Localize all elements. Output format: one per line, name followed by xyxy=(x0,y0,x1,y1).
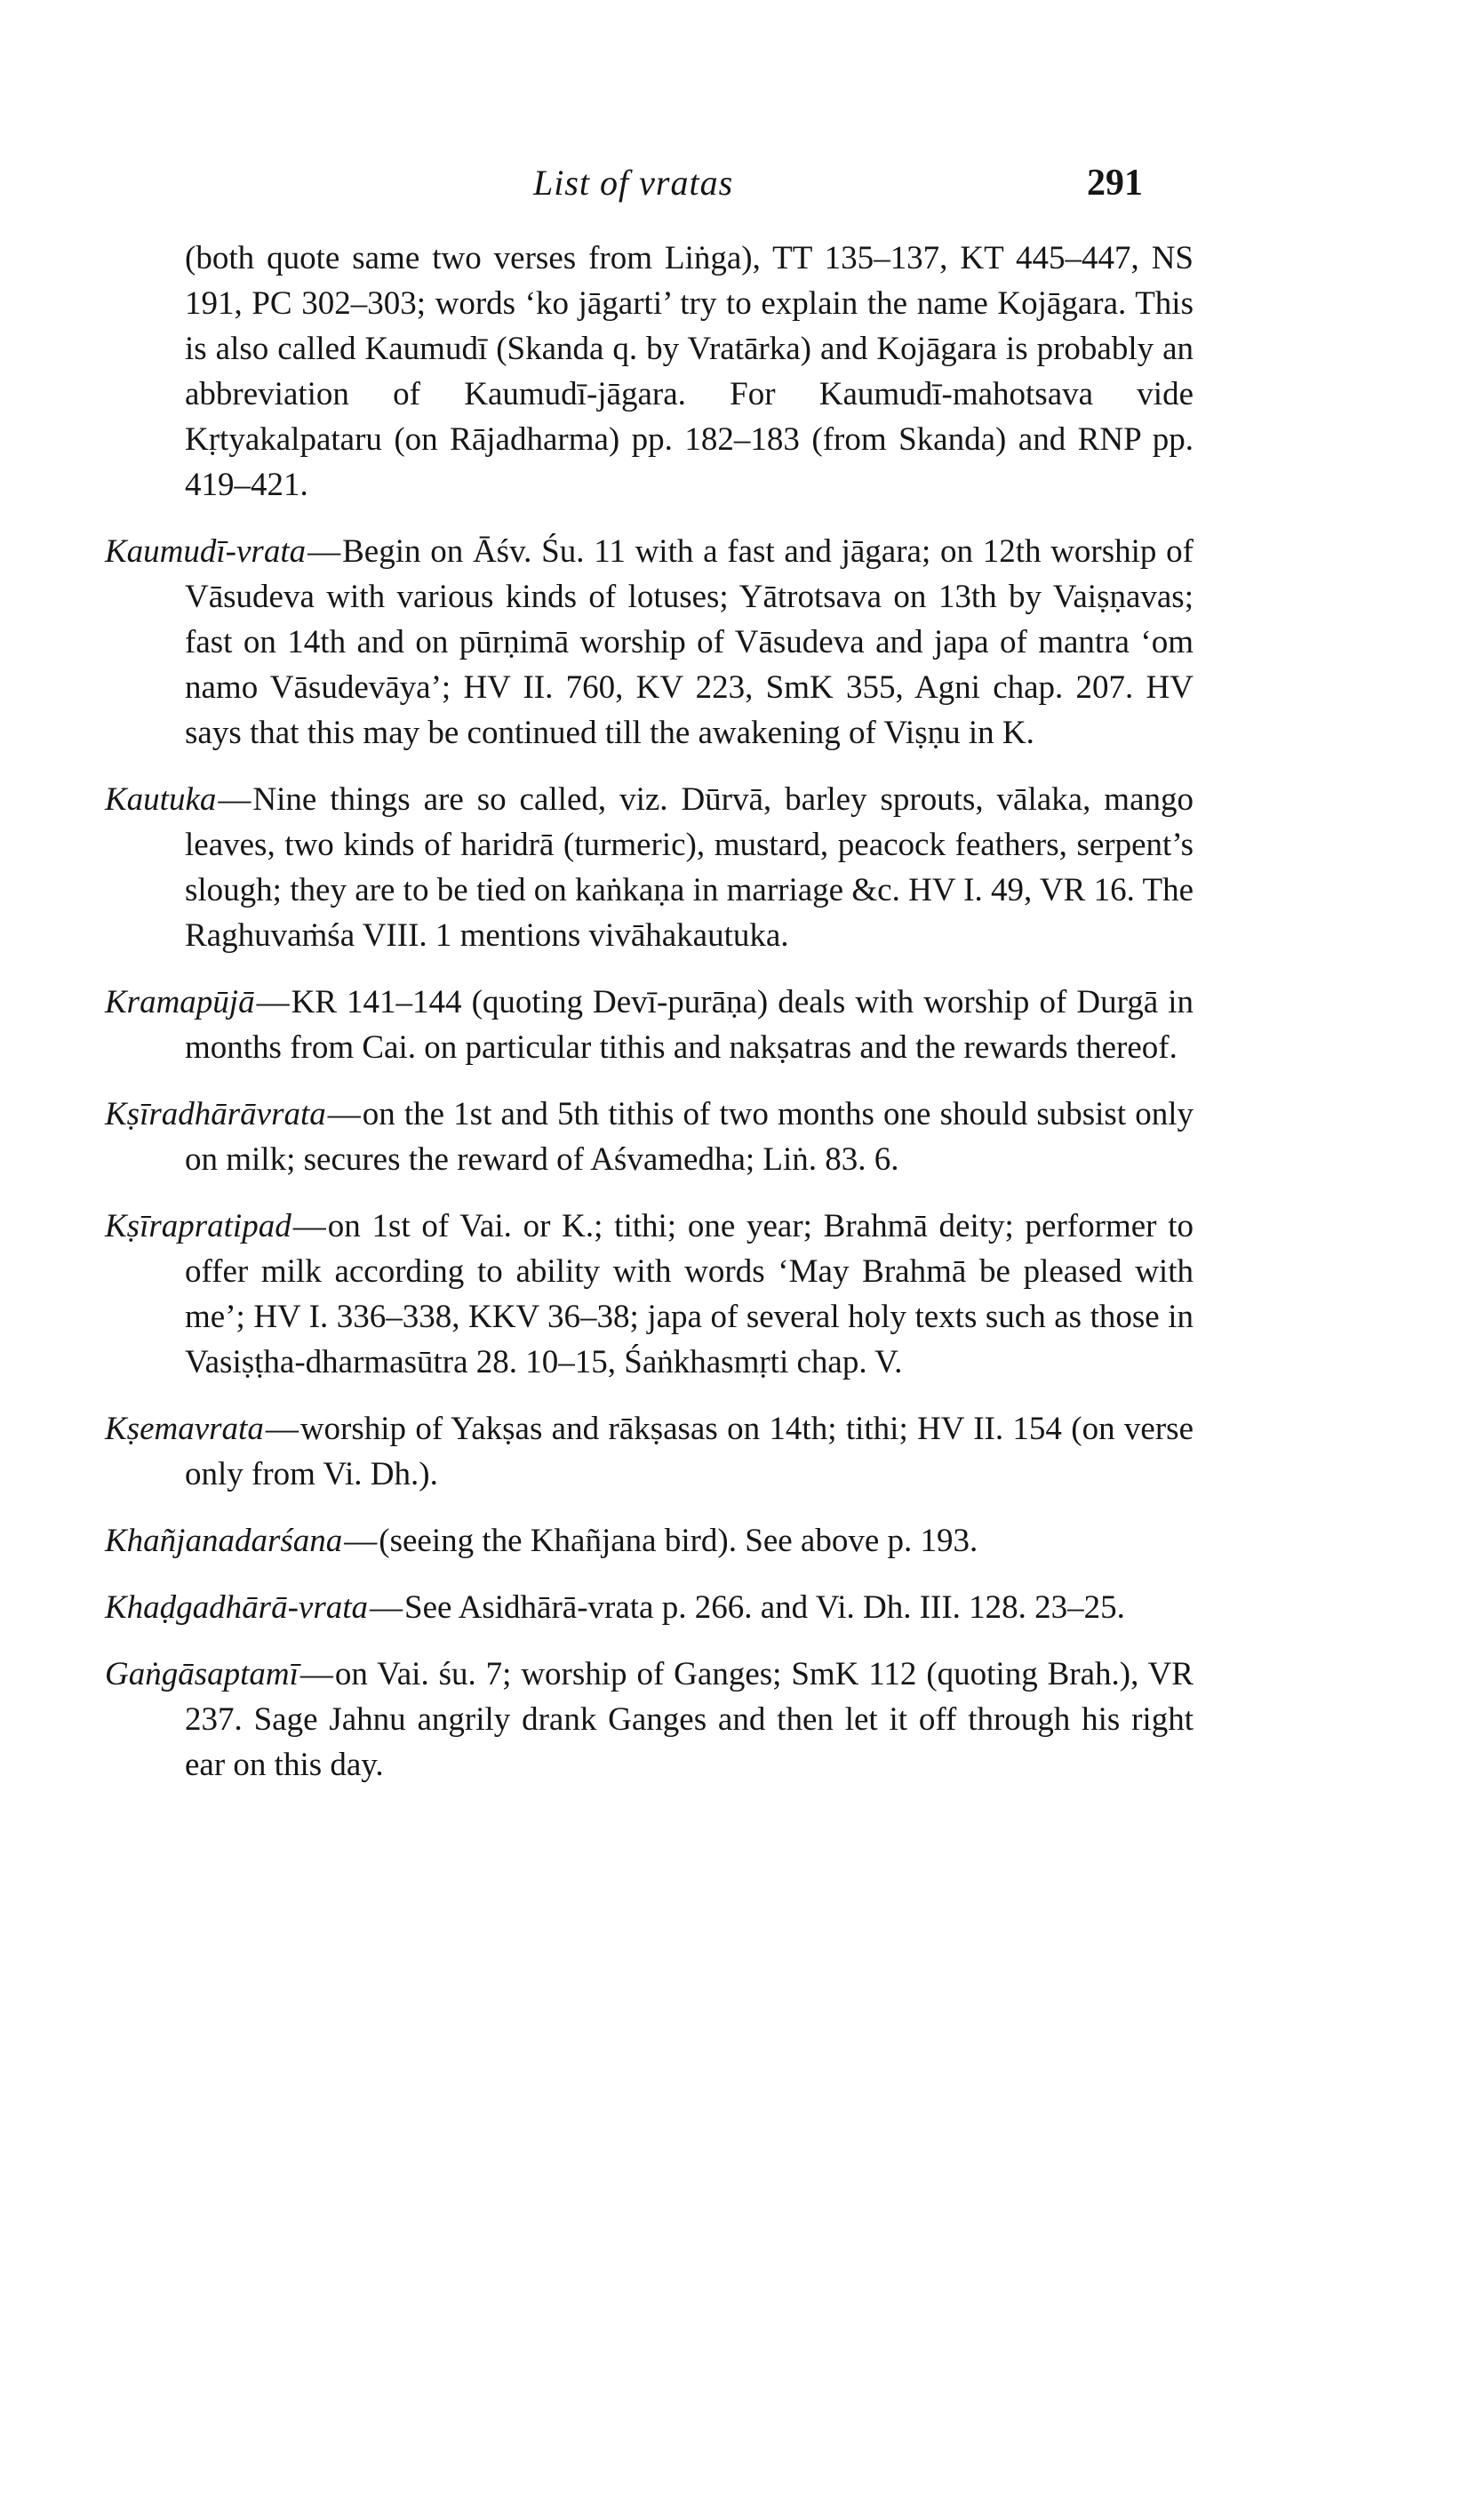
body-text xyxy=(105,236,1194,1809)
entry-gangasaptami xyxy=(105,1652,1194,1788)
em-dash: — xyxy=(256,984,290,1020)
entry-headword: Kaumudī-vrata xyxy=(105,533,307,570)
page-header xyxy=(0,151,1469,213)
entry-headword: Kṣīradhārāvrata xyxy=(105,1096,326,1132)
entry-headword: Kṣemavrata xyxy=(105,1411,264,1447)
em-dash: — xyxy=(307,533,341,570)
em-dash: — xyxy=(344,1523,378,1559)
entry-headword: Kramapūjā xyxy=(105,984,255,1020)
entry-headword: Kṣīrapratipad xyxy=(105,1208,291,1244)
entry-text: on the 1st and 5th tithis of two months one should subsist only on milk; secures the reward of Aśvamedha; Liṅ. 83. 6. xyxy=(185,1096,1194,1178)
em-dash: — xyxy=(265,1411,299,1447)
entry-text: on Vai. śu. 7; worship of Ganges; SmK 112 (quoting Brah.), VR 237. Sage Jahnu angrily drank Ganges and then let it off through his right ear on this day. xyxy=(185,1656,1194,1783)
entry-khanjanadarsana xyxy=(105,1518,1194,1564)
entry-headword: Kautuka xyxy=(105,781,217,818)
entry-text: Begin on Āśv. Śu. 11 with a fast and jāgara; on 12th worship of Vāsudeva with various kinds of lotuses; Yātrotsava on 13th by Vaiṣṇavas; fast on 14th and on pūrṇimā worship of Vāsudeva and japa of mantra ‘om namo Vāsudevāya’; HV II. 760, KV 223, SmK 355, Agni chap. 207. HV says that this may be continued till the awakening of Viṣṇu in K. xyxy=(185,533,1194,751)
page-number: 291 xyxy=(1087,163,1143,204)
em-dash: — xyxy=(370,1589,403,1626)
em-dash: — xyxy=(292,1208,326,1244)
entry-text: (both quote same two verses from Liṅga), TT 135–137, KT 445–447, NS 191, PC 302–303; words ‘ko jāgarti’ try to explain the name Kojāgara. This is also called Kaumudī (Skanda q. by Vratārka) and Kojāgara is probably an abbreviation of Kaumudī-jāgara. For Kaumudī-mahotsava vide Kṛtyakalpataru (on Rājadharma) pp. 182–183 (from Skanda) and RNP pp. 419–421. xyxy=(185,240,1194,503)
entry-text: See Asidhārā-vrata p. 266. and Vi. Dh. III. 128. 23–25. xyxy=(404,1589,1125,1626)
em-dash: — xyxy=(327,1096,361,1132)
entry-text: Nine things are so called, viz. Dūrvā, barley sprouts, vālaka, mango leaves, two kinds of haridrā (turmeric), mustard, peacock feathers, serpent’s slough; they are to be tied on kaṅkaṇa in marriage &c. HV I. 49, VR 16. The Raghuvaṁśa VIII. 1 mentions vivāhakautuka. xyxy=(185,781,1194,954)
entry-text: worship of Yakṣas and rākṣasas on 14th; tithi; HV II. 154 (on verse only from Vi. Dh.). xyxy=(185,1411,1194,1492)
entry-headword: Khaḍgadhārā-vrata xyxy=(105,1589,368,1626)
entry-ksiradharavrata xyxy=(105,1092,1194,1182)
entry-headword: Gaṅgāsaptamī xyxy=(105,1656,299,1692)
entry-text: on 1st of Vai. or K.; tithi; one year; Brahmā deity; performer to offer milk according to ability with words ‘May Brahmā be pleased with me’; HV I. 336–338, KKV 36–38; japa of several holy texts such as those in Vasiṣṭha-dharmasūtra 28. 10–15, Śaṅkhasmṛti chap. V. xyxy=(185,1208,1194,1380)
entry-kaumudi-vrata xyxy=(105,529,1194,756)
entry-ksemavrata xyxy=(105,1406,1194,1497)
entry-text: KR 141–144 (quoting Devī-purāṇa) deals with worship of Durgā in months from Cai. on particular tithis and nakṣatras and the rewards thereof. xyxy=(185,984,1194,1066)
em-dash: — xyxy=(299,1656,333,1692)
entry-headword: Khañjanadarśana xyxy=(105,1523,343,1559)
em-dash: — xyxy=(218,781,251,818)
running-title: List of vratas xyxy=(533,163,734,203)
entry-ksirapratipad xyxy=(105,1204,1194,1385)
entry-continuation xyxy=(105,236,1194,508)
entry-text: (seeing the Khañjana bird). See above p. 193. xyxy=(379,1523,978,1559)
entry-kramapuja xyxy=(105,980,1194,1070)
entry-kautuka xyxy=(105,777,1194,958)
entry-khadgadhara-vrata xyxy=(105,1585,1194,1630)
